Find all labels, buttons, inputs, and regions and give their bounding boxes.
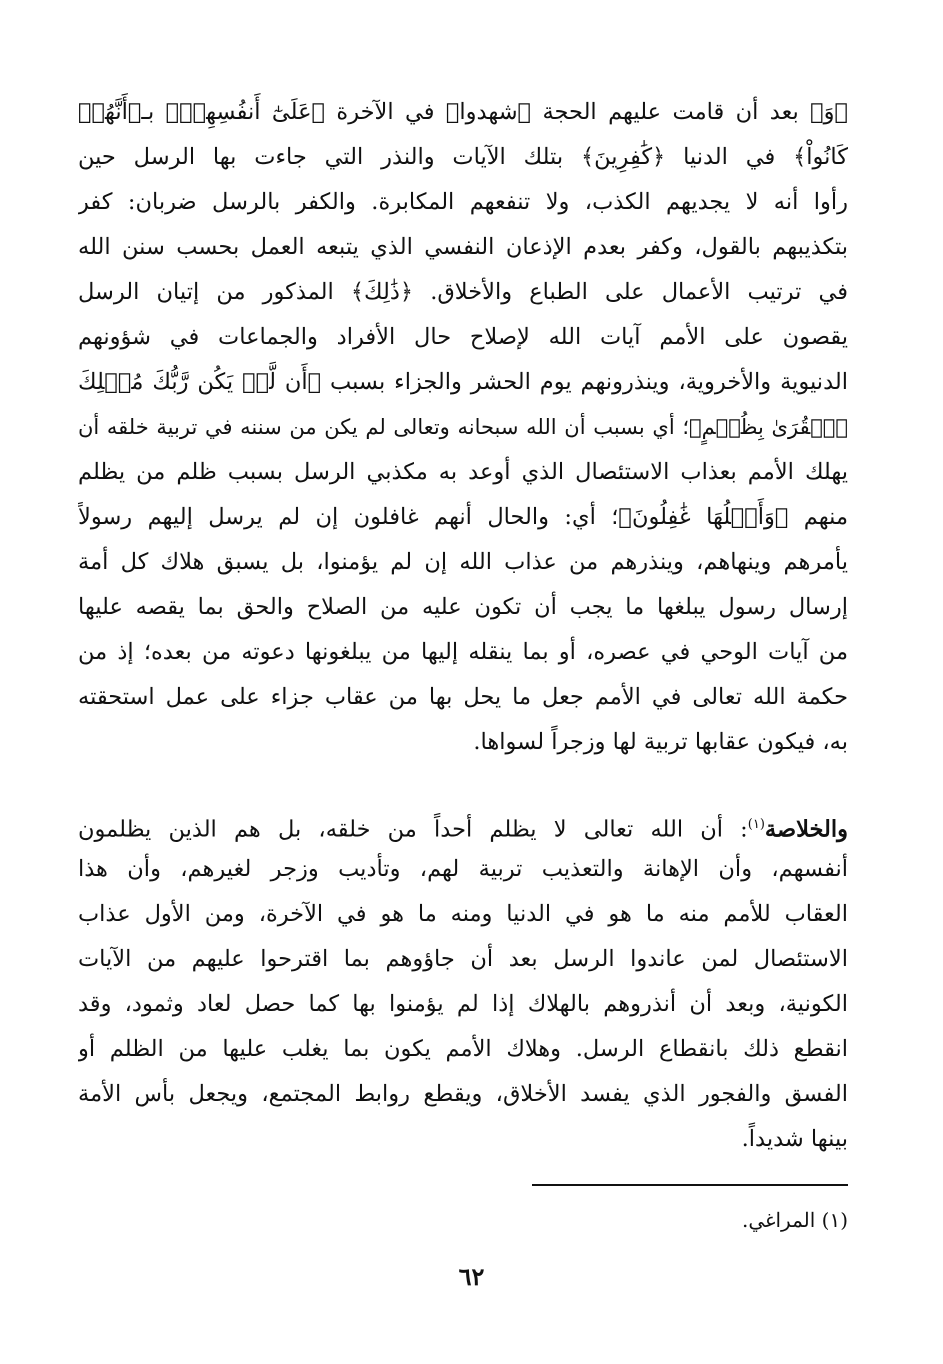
text-line: انقطع ذلك بانقطاع الرسل. وهلاك الأمم يكون بما يغلب عليها من الظلم أو <box>78 1036 848 1062</box>
paragraph-1 <box>78 90 848 765</box>
text-line: يأمرهم وينهاهم، وينذرهم من عذاب الله إن لم يؤمنوا، بل يسبق هلاك كل أمة <box>78 549 848 575</box>
text-line: يهلك الأمم بعذاب الاستئصال الذي أوعد به مكذبي الرسل بسبب ظلم من يظلم <box>78 459 848 485</box>
paragraph-2-summary <box>78 802 848 1162</box>
text-line: من آيات الوحي في عصره، أو بما ينقله إليها من يبلغونها دعوته من بعده؛ إذ من <box>78 639 848 665</box>
text-line: في ترتيب الأعمال على الطباع والأخلاق. ﴿ذَٰلِكَ﴾ المذكور من إتيان الرسل <box>78 279 848 305</box>
text-line: حكمة الله تعالى في الأمم جعل ما يحل بها من عقاب جزاء على عمل استحقته <box>78 684 848 710</box>
text-line: بتكذيبهم بالقول، وكفر بعدم الإذعان النفسي الذي يتبعه العمل بحسب سنن الله <box>78 234 848 260</box>
text-line: الفسق والفجور الذي يفسد الأخلاق، ويقطع روابط المجتمع، ويجعل بأس الأمة <box>78 1081 848 1107</box>
text-line: أنفسهم، وأن الإهانة والتعذيب تربية لهم، وتأديب وزجر لغيرهم، وأن هذا <box>78 856 848 882</box>
text-line: كَانُواْ﴾ في الدنيا ﴿كَٰفِرِينَ﴾ بتلك الآيات والنذر التي جاءت بها الرسل حين <box>78 144 848 170</box>
text-line: ﴿وَ﴾ بعد أن قامت عليهم الحجة ﴿شهدوا﴾ في الآخرة ﴿عَلَىٰٓ أَنفُسِهِمۡ﴾ بـ﴿أَنَّهُمۡ <box>78 99 848 125</box>
page-number: ٦٢ <box>458 1262 485 1291</box>
footnote-reference[interactable]: (١) <box>747 817 765 832</box>
summary-first-line-text: : أن الله تعالى لا يظلم أحداً من خلقه، بل هم الذين يظلمون <box>78 816 748 843</box>
text-line-first <box>78 802 848 847</box>
text-line: بينها شديداً. <box>741 1126 848 1152</box>
summary-heading: والخلاصة <box>764 816 848 843</box>
text-line: إرسال رسول يبلغها ما يجب أن تكون عليه من الصلاح والحق بما يقصه عليها <box>78 594 848 620</box>
text-line: الكونية، وبعد أن أنذروهم بالهلاك إذا لم يؤمنوا بها كما حصل لعاد وثمود، وقد <box>78 991 848 1017</box>
text-line: منهم ﴿وَأَهۡلُهَا غَٰفِلُونَ﴾؛ أي: والحال أنهم غافلون إن لم يرسل إليهم رسولاً <box>78 504 848 530</box>
footnote: (١) المراغي. <box>741 1208 848 1232</box>
text-line: العقاب للأمم منه ما هو في الدنيا ومنه ما هو في الآخرة، ومن الأول عذاب <box>78 901 848 927</box>
text-line: الدنيوية والأخروية، وينذرونهم يوم الحشر والجزاء بسبب ﴿أَن لَّمۡ يَكُن رَّبُّكَ مُهۡلِكَ <box>78 369 848 395</box>
text-line: الاستئصال لمن عاندوا الرسل بعد أن جاؤوهم بما اقترحوا عليهم من الآيات <box>78 946 848 972</box>
text-line: رأوا أنه لا يجديهم الكذب، ولا تنفعهم المكابرة. والكفر بالرسل ضربان: كفر <box>78 189 848 215</box>
text-line: ٱلۡقُرَىٰ بِظُلۡمٍ﴾؛ أي بسبب أن الله سبحانه وتعالى لم يكن من سننه في تربية خلقه أن <box>78 415 848 439</box>
footnote-divider <box>532 1184 848 1186</box>
text-line: به، فيكون عقابها تربية لها وزجراً لسواها. <box>473 729 848 755</box>
text-line: يقصون على الأمم آيات الله لإصلاح حال الأفراد والجماعات في شؤونهم <box>78 324 848 350</box>
